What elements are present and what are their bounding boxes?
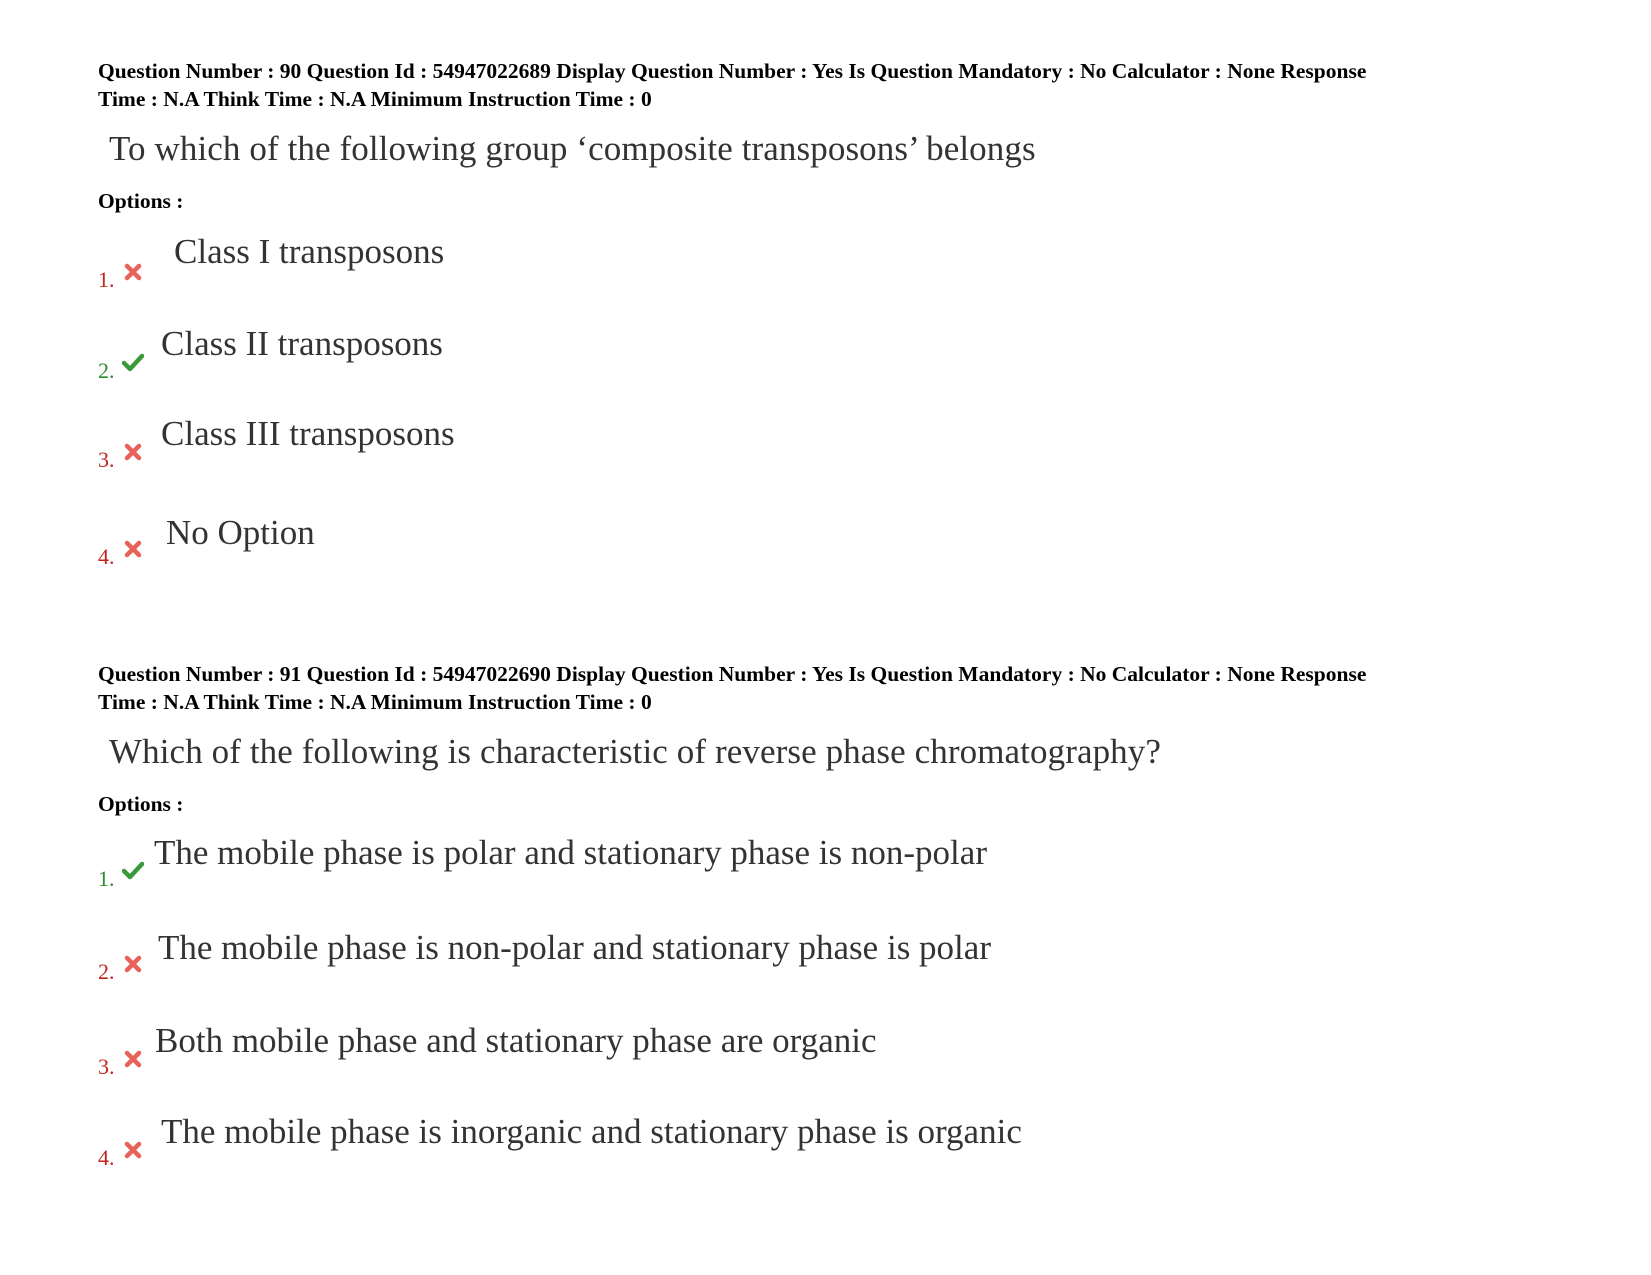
question-meta-line1: Question Number : 90 Question Id : 54947022689 Display Question Number : Yes Is Question Mandatory : No Calculator : None Response bbox=[98, 59, 1367, 83]
check-icon bbox=[122, 860, 144, 880]
check-icon bbox=[122, 352, 144, 372]
cross-icon bbox=[122, 1049, 144, 1069]
question-meta-line2: Time : N.A Think Time : N.A Minimum Instruction Time : 0 bbox=[98, 690, 652, 714]
option-number: 3. bbox=[98, 1054, 115, 1079]
option-number: 3. bbox=[98, 447, 115, 472]
option-item bbox=[98, 506, 1578, 601]
option-item bbox=[98, 818, 1578, 913]
option-text: Class III transposons bbox=[161, 414, 455, 453]
question-meta-line2: Time : N.A Think Time : N.A Minimum Instruction Time : 0 bbox=[98, 87, 652, 111]
option-item bbox=[98, 411, 1578, 506]
options-label: Options : bbox=[98, 792, 184, 816]
option-item bbox=[98, 221, 1578, 316]
option-text: No Option bbox=[166, 513, 315, 552]
option-number: 2. bbox=[98, 959, 115, 984]
option-item bbox=[98, 316, 1578, 411]
option-item bbox=[98, 1103, 1578, 1198]
option-number: 4. bbox=[98, 1145, 115, 1170]
cross-icon bbox=[122, 442, 144, 462]
option-number: 1. bbox=[98, 267, 115, 292]
option-text: The mobile phase is polar and stationary phase is non-polar bbox=[154, 833, 987, 872]
question-block bbox=[98, 57, 1578, 601]
options-label: Options : bbox=[98, 189, 184, 213]
option-item bbox=[98, 913, 1578, 1008]
option-number: 2. bbox=[98, 358, 115, 383]
option-text: Both mobile phase and stationary phase are organic bbox=[155, 1021, 877, 1060]
question-meta-line1: Question Number : 91 Question Id : 54947022690 Display Question Number : Yes Is Question Mandatory : No Calculator : None Response bbox=[98, 662, 1367, 686]
cross-icon bbox=[122, 954, 144, 974]
option-number: 1. bbox=[98, 866, 115, 891]
question-meta bbox=[98, 57, 1578, 113]
question-block bbox=[98, 660, 1578, 1198]
option-item bbox=[98, 1008, 1578, 1103]
option-text: Class II transposons bbox=[161, 324, 443, 363]
question-text: Which of the following is characteristic of reverse phase chromatography? bbox=[109, 732, 1162, 771]
cross-icon bbox=[122, 1140, 144, 1160]
option-number: 4. bbox=[98, 544, 115, 569]
question-meta bbox=[98, 660, 1578, 716]
option-text: The mobile phase is inorganic and stationary phase is organic bbox=[161, 1112, 1022, 1151]
question-text: To which of the following group ‘composite transposons’ belongs bbox=[109, 129, 1036, 168]
option-text: The mobile phase is non-polar and stationary phase is polar bbox=[158, 928, 991, 967]
cross-icon bbox=[122, 539, 144, 559]
option-text: Class I transposons bbox=[174, 232, 445, 271]
cross-icon bbox=[122, 262, 144, 282]
